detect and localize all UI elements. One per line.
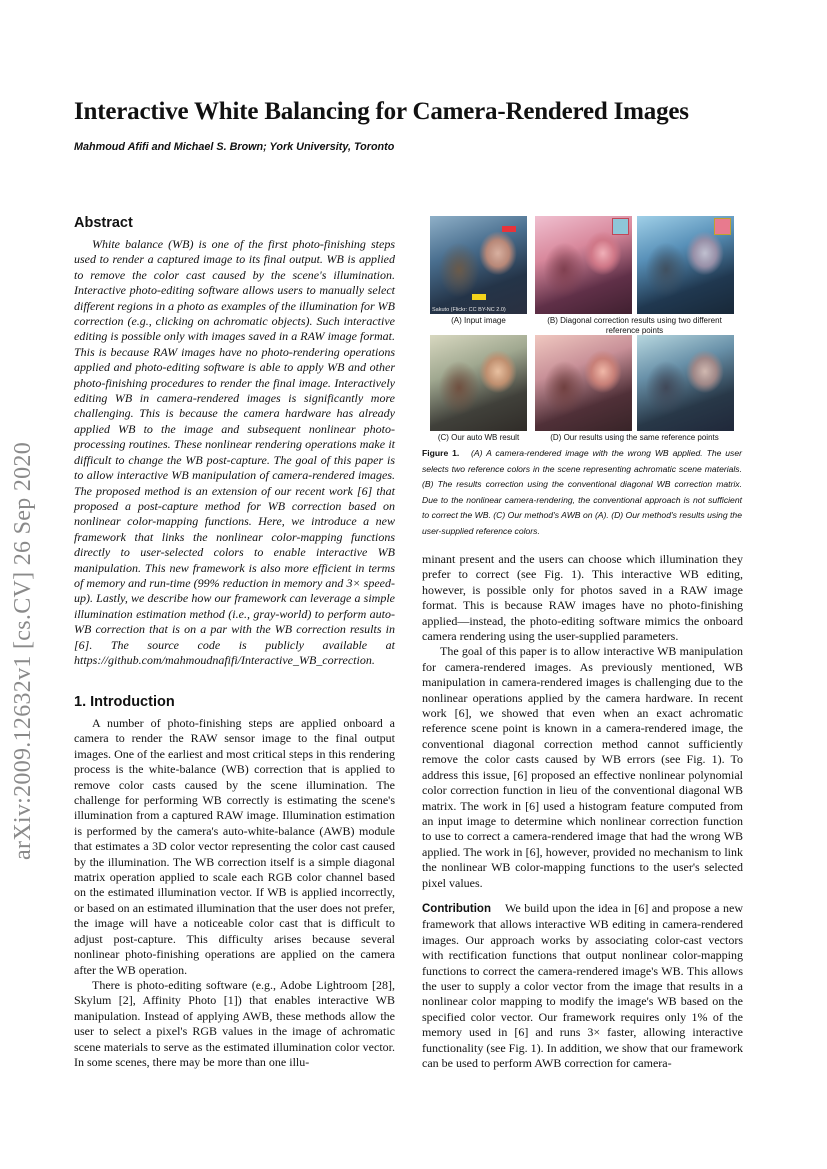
intro-paragraph-2: There is photo-editing software (e.g., Adobe Lightroom [28], Skylum [2], Affinity Photo [1]) that enables interactive WB manipulation. Instead of applying AWB, these methods allow the user to select a pixel's RGB values in the image of achromatic scene materials to serve as the estimated illumination color vector. In some scenes, there may be more than one illu-: [74, 977, 395, 1069]
figure-label-a: (A) Input image: [451, 316, 506, 325]
figure-label-c: (C) Our auto WB result: [437, 433, 520, 442]
figure-caption: [422, 446, 742, 539]
paper-authors: Mahmoud Afifi and Michael S. Brown; York University, Toronto: [74, 141, 395, 153]
figure-image-a-input: [430, 216, 527, 314]
reference-color-swatch: [714, 218, 731, 235]
intro-paragraph-2-continued: minant present and the users can choose which illumination they prefer to correct (see Fig. 1). This interactive WB editing, however, is possible only for photos saved in a RAW image format. This is because RAW images have no photo-finishing applied—instead, the photo-editing software mimics the onboard camera rendering using the user-supplied parameters.: [422, 552, 743, 644]
figure-image-b2-diagonal: [637, 216, 734, 314]
photo-credit: Sakuto (Flickr: CC BY-NC 2.0): [432, 307, 506, 313]
figure-image-d2-ours: [637, 335, 734, 431]
abstract-text: White balance (WB) is one of the first photo-finishing steps used to render a captured image to its final output. WB is applied to remove the color cast caused by the scene's illumination. Interactive photo-editing software allows users to manually select different regions in a photo as examples of the illumination for WB correction (e.g., clicking on achromatic objects). Such interactive editing is possible only with images saved in a RAW image format. This is because RAW images have no photo-rendering operations applied and photo-editing software is able to apply WB and other photo-finishing procedures to render the final image. Interactively editing WB in camera-rendered images is significantly more challenging. This is because the camera hardware has already applied WB to the image and subsequent nonlinear photo-processing routines. These nonlinear rendering operations make it difficult to change the WB post-capture. The goal of this paper is to allow interactive WB manipulation of camera-rendered images. The proposed method is an extension of our recent work [6] that proposed a post-capture method for WB correction based on nonlinear color-mapping functions. Here, we introduce a new framework that links the nonlinear color-mapping functions directly to user-selected colors to enable interactive WB manipulation. This new framework is also more efficient in terms of memory and run-time (99% reduction in memory and 3× speed-up). Lastly, we describe how our framework can leverage a simple illumination estimation method (i.e., gray-world) to perform auto-WB correction that is on a par with the WB correction results in [6]. The source code is publicly available at https://github.com/mahmoudnafifi/Interactive_WB_correction.: [74, 237, 395, 667]
paper-title: Interactive White Balancing for Camera-Rendered Images: [74, 98, 689, 125]
intro-paragraph-3: The goal of this paper is to allow interactive WB manipulation for camera-rendered images. As previously mentioned, WB manipulation in camera-rendered images is challenging due to the nonlinear operations applied by the camera hardware. In recent work [6], we showed that even when an exact achromatic reference scene point is known in a camera-rendered image, the conventional diagonal correction method cannot sufficiently remove the color casts caused by WB errors (see Fig. 1). To address this issue, [6] proposed an effective nonlinear polynomial color correction function in lieu of the conventional diagonal WB matrix. The work in [6] used a histogram feature computed from an input image to determine which nonlinear correction function to use to correct a camera-rendered image that had the wrong WB applied. The work in [6], however, provided no mechanism to link the nonlinear WB color-mapping functions to the user's selected pixel values.: [422, 644, 743, 890]
intro-paragraph-1: A number of photo-finishing steps are applied onboard a camera to render the RAW sensor image to the final output images. One of the earliest and most critical steps in this rendering process is the white-balance (WB) correction that is applied to remove color casts caused by the scene illumination. The challenge for performing WB correctly is estimating the scene's illumination from a captured RAW image. Illumination estimation is performed by the camera's auto-white-balance (AWB) module that estimates a 3D color vector representing the color cast caused by the illumination. The WB correction itself is a simple diagonal matrix operation applied to scale each RGB color channel based on the estimated illumination vector. If WB is applied incorrectly, or based on an estimated illumination that the user does not prefer, the image will have a noticeable color cast that is difficult to adjust post-capture. This difficulty arises because several nonlinear photo-finishing operations are applied on the camera after the WB operation.: [74, 716, 395, 977]
figure-image-d1-ours: [535, 335, 632, 431]
figure-label-b: (B) Diagonal correction results using two different reference points: [547, 316, 722, 335]
red-arrow-icon: [502, 226, 516, 232]
contribution-label: Contribution: [422, 902, 491, 915]
reference-color-swatch: [612, 218, 629, 235]
figure-image-c-auto-wb: [430, 335, 527, 431]
abstract-heading: Abstract: [74, 215, 133, 231]
contribution-paragraph: [422, 901, 743, 1071]
contribution-text: We build upon the idea in [6] and propose a new framework that allows interactive WB editing in camera-rendered images. Our approach works by associating color-cast vectors with rectification functions that output nonlinear color-mapping functions to correct the camera-rendered image's WB. This allows the user to supply a color vector from the image that results in a nonlinear color mapping to modify the image's WB based on the specified color vector. Our framework requires only 1% of the memory used in [6] and runs 3× faster, allowing interactive functionality (see Fig. 1). In addition, we show that our framework can be used to perform AWB correction for camera-: [422, 900, 744, 1070]
yellow-arrow-icon: [472, 294, 486, 300]
figure-image-b1-diagonal: [535, 216, 632, 314]
figure-label-d: (D) Our results using the same reference points: [550, 433, 719, 442]
figure-caption-label: Figure 1.: [422, 448, 460, 458]
intro-heading: 1. Introduction: [74, 694, 175, 710]
figure-caption-text: (A) A camera-rendered image with the wrong WB applied. The user selects two reference colors in the scene representing achromatic scene materials. (B) The results correction using the conventional diagonal WB correction matrix. Due to the nonlinear camera-rendering, the conventional approach is not sufficient to correct the WB. (C) Our method's AWB on (A). (D) Our method's results using the user-supplied reference colors.: [422, 448, 742, 536]
arxiv-identifier: arXiv:2009.12632v1 [cs.CV] 26 Sep 2020: [10, 441, 36, 860]
